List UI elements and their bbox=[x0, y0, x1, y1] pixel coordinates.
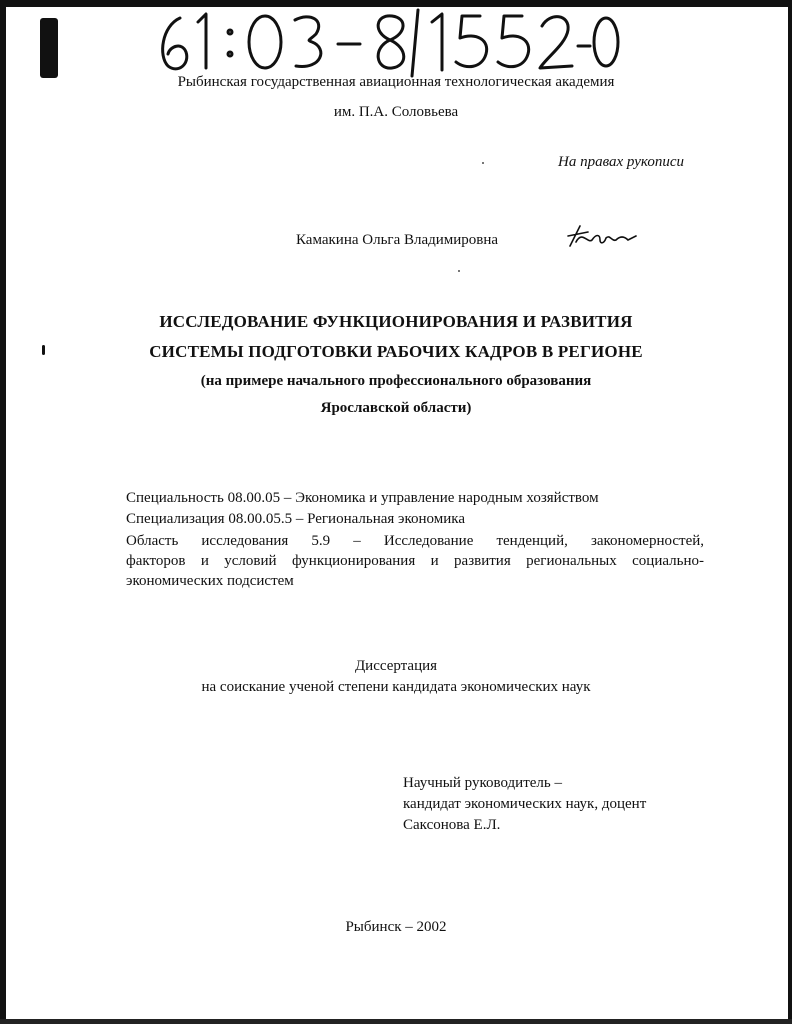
author-signature bbox=[566, 222, 640, 250]
handwritten-archive-code bbox=[150, 8, 620, 78]
dissertation-subtitle-line-1: (на примере начального профессионального образования bbox=[200, 373, 592, 389]
author-name: Камакина Ольга Владимировна bbox=[296, 232, 499, 248]
research-area-paragraph bbox=[126, 531, 704, 591]
supervisor-label: Научный руководитель – bbox=[403, 775, 562, 791]
institution-name: Рыбинская государственная авиационная технологическая академия bbox=[177, 74, 615, 90]
dissertation-title-line-2: СИСТЕМЫ ПОДГОТОВКИ РАБОЧИХ КАДРОВ В РЕГИОНЕ bbox=[149, 342, 643, 361]
dissertation-subtitle-line-2: Ярославской области) bbox=[320, 400, 472, 416]
scan-border-bottom bbox=[0, 1019, 792, 1024]
research-area-line: факторов и условий функционирования и развития региональных социально- bbox=[126, 553, 704, 569]
scan-speck bbox=[482, 162, 484, 164]
scan-speck bbox=[458, 270, 460, 272]
specialty-line: Специальность 08.00.05 – Экономика и управление народным хозяйством bbox=[126, 490, 599, 506]
specialization-line: Специализация 08.00.05.5 – Региональная экономика bbox=[126, 511, 465, 527]
scan-border-right bbox=[788, 0, 792, 1024]
scan-border-left bbox=[0, 0, 6, 1024]
supervisor-degree: кандидат экономических наук, доцент bbox=[403, 796, 647, 812]
degree-line: на соискание ученой степени кандидата экономических наук bbox=[201, 679, 591, 695]
city-year: Рыбинск – 2002 bbox=[345, 919, 447, 935]
dissertation-title-line-1: ИССЛЕДОВАНИЕ ФУНКЦИОНИРОВАНИЯ И РАЗВИТИЯ bbox=[159, 312, 633, 331]
manuscript-rights-note: На правах рукописи bbox=[558, 154, 684, 170]
scan-border-top bbox=[0, 0, 792, 7]
scan-artifact bbox=[40, 18, 58, 78]
research-area-line: экономических подсистем bbox=[126, 573, 294, 589]
research-area-line: Область исследования 5.9 – Исследование тенденций, закономерностей, bbox=[126, 533, 704, 549]
supervisor-name: Саксонова Е.Л. bbox=[403, 817, 501, 833]
institution-named-after: им. П.А. Соловьева bbox=[333, 104, 459, 120]
dissertation-label: Диссертация bbox=[354, 658, 438, 674]
